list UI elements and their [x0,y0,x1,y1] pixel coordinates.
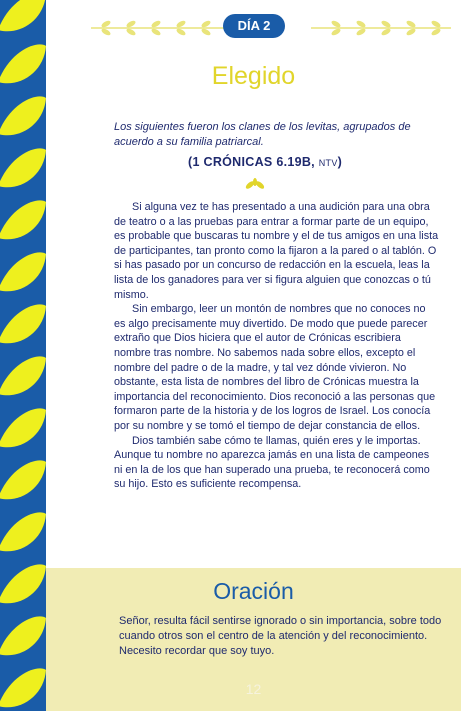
reference-version: NTV [318,158,338,168]
leaf-pattern [0,0,46,711]
leaf-shape [0,356,46,395]
leaf-shape [0,668,46,707]
decorative-leaf-border [0,0,46,711]
scripture-quote: Los siguientes fueron los clanes de los levitas, agrupados de acuerdo a su familia patriarcal. [114,121,411,148]
leaf-shape [0,148,46,187]
leaf-shape [0,252,46,291]
page-title: Elegido [211,62,296,90]
leaf-shape [0,616,46,655]
leaf-shape [0,460,46,499]
page-number: 12 [245,681,262,697]
body-paragraph: Dios también sabe cómo te llamas, quién eres y le importas. Aunque tu nombre no aparezca jamás en una lista de campeones ni en la de los que han superado una prueba, te reconocerá como su hijo. Esto es suficiente recompensa. [114,434,430,491]
leaf-shape [0,200,46,239]
body-paragraph: Sin embargo, leer un montón de nombres que no conoces no es algo precisamente muy divertido. De modo que puede parecer extraño que Dios hiciera que el autor de Crónicas escribiera nombre tras nombre. No sabemos nada sobre ellos, excepto el nombre del padre o de la madre, y tal vez dónde vivieron. No obstante, esta lista de nombres del libro de Crónicas muestra la importancia del reconocimiento. Dios reconoció a las personas que formaron parte de la historia y de los logros de Israel. Los conocía por su nombre y se tomó el tiempo de dejar constancia de ellos. [114,303,436,432]
reference-close: ) [337,155,343,169]
day-badge: DÍA 2 [223,14,285,38]
leaf-shape [0,304,46,343]
devotional-page [46,0,461,711]
vine-ornament-left [91,18,231,38]
leaf-shape [0,96,46,135]
leaf-shape [0,564,46,603]
reference-main: (1 CRÓNICAS 6.19B, [188,155,319,169]
prayer-title: Oración [213,578,294,604]
leaf-shape [0,0,46,31]
leaf-shape [0,44,46,83]
prayer-text: Señor, resulta fácil sentirse ignorado o sin importancia, sobre todo cuando otros son el centro de la atención y del reconocimiento. Necesito recordar que soy tuyo. [119,615,442,657]
leaf-shape [0,512,46,551]
sprig-ornament-icon [241,177,269,191]
scripture-reference [188,155,342,169]
leaf-shape [0,408,46,447]
devotional-body [114,200,439,492]
body-paragraph: Si alguna vez te has presentado a una audición para una obra de teatro o a las pruebas para entrar a formar parte de un equipo, es probable que buscaras tu nombre y el de tus amigos en una lista de participantes, tan pronto como la fijaron a la pared o al tablón. O si has pasado por un concurso de redacción en la escuela, leas la lista de los ganadores para ver si figura alguien que conozcas o tú mismo. [114,201,439,301]
vine-ornament-right [311,18,451,38]
